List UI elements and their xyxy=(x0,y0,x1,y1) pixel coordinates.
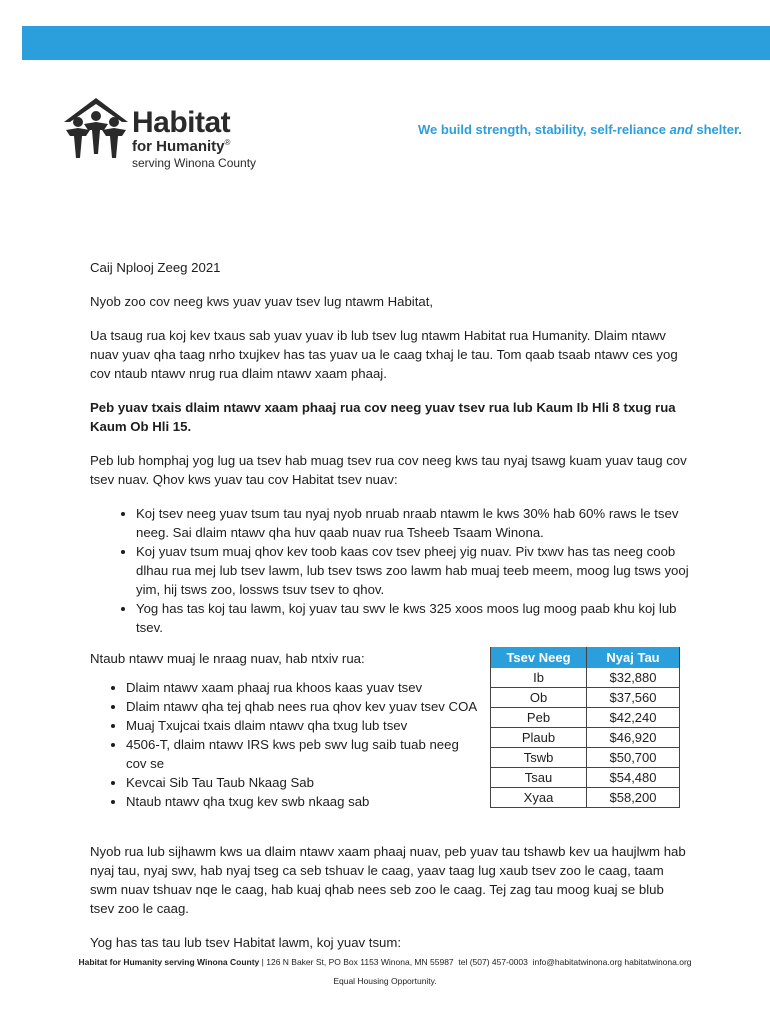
footer-website: habitatwinona.org xyxy=(624,957,692,967)
registered-mark: ® xyxy=(224,138,231,147)
tagline-part-1: We build strength, stability, self-reliance xyxy=(418,122,670,137)
tagline xyxy=(418,122,742,137)
footer-contact-line xyxy=(0,957,770,967)
tagline-part-2: shelter. xyxy=(692,122,742,137)
income-limit-cell: $54,480 xyxy=(587,768,680,788)
household-size-cell: Tswb xyxy=(491,748,587,768)
footer-phone: tel (507) 457-0003 xyxy=(458,957,528,967)
letter-body xyxy=(90,258,690,967)
income-limit-cell: $50,700 xyxy=(587,748,680,768)
list-item: • Ntaub ntawv qha txug kev swb nkaag sab xyxy=(126,792,480,811)
table-row xyxy=(491,688,680,708)
letter-paragraph-requirements: Yog has tas tau lub tsev Habitat lawm, koj yuav tsum: xyxy=(90,935,402,950)
logo-serving-county: serving Winona County xyxy=(132,156,257,170)
column-header-income: Nyaj Tau xyxy=(587,647,680,668)
letter-paragraph-intro: Ua tsaug rua koj kev txaus sab yuav yuav ib lub tsev lug ntawm Habitat rua Humanity. Dlaim ntawv nuav yuav qha taag nrho txujkev has tas yuav ua le caag txhaj le tau. Tom qaab tsaab ntawv ces yog cov ntaub ntawv nrug rua dlaim ntawv xaam phaaj. xyxy=(90,328,678,381)
income-limit-cell: $42,240 xyxy=(587,708,680,728)
letter-paragraph-mission: Peb lub homphaj yog lug ua tsev hab muag tsev rua cov neeg kws tau nyaj tsawg kuam yuav taug cov tsev nuav. Qhov kws yuav tau cov Habitat tsev nuav: xyxy=(90,453,687,487)
income-limit-cell: $32,880 xyxy=(587,668,680,688)
page-footer xyxy=(0,957,770,986)
list-item: • Kevcai Sib Tau Taub Nkaag Sab xyxy=(126,773,480,792)
documents-intro: Ntaub ntawv muaj le nraag nuav, hab ntxiv rua: xyxy=(90,651,365,666)
table-row xyxy=(491,728,680,748)
list-item: • Koj yuav tsum muaj qhov kev toob kaas cov tsev pheej yig nuav. Piv txwv has tas neeg coob dlhau rua mej lub tsev lawm, lub tsev tsws zoo lawm hab muaj teeb meem, moog lug tsws yooj yim, hij tsws zoo, lossws tsuv tsev to qhov. xyxy=(136,542,690,599)
documents-list-container xyxy=(90,649,480,811)
header-color-bar xyxy=(22,26,770,60)
letter-greeting: Nyob zoo cov neeg kws yuav yuav tsev lug ntawm Habitat, xyxy=(90,294,434,309)
table-row xyxy=(491,768,680,788)
footer-email: info@habitatwinona.org xyxy=(532,957,623,967)
habitat-logo xyxy=(62,96,262,178)
documents-section xyxy=(90,649,690,834)
letter-paragraph-review: Nyob rua lub sijhawm kws ua dlaim ntawv xaam phaaj nuav, peb yuav tau tshawb kev ua haujlwm hab nyaj tau, nyaj swv, hab nyaj tseg ca seb tshuav le caag, yaav taag lug xaub tsev zoo le caag, taam swm nuav tshuav nqe le caag, hab kuaj qhab nees seb zoo le caag. Tej zag tau moog kuaj se blub tsev zoo le caag. xyxy=(90,844,686,916)
table-row xyxy=(491,668,680,688)
equal-housing-statement: Equal Housing Opportunity. xyxy=(333,976,437,986)
application-dates-notice: Peb yuav txais dlaim ntawv xaam phaaj rua cov neeg yuav tsev rua lub Kaum Ib Hli 8 txug rua Kaum Ob Hli 15. xyxy=(90,400,676,434)
footer-org-name: Habitat for Humanity serving Winona County xyxy=(78,957,260,967)
logo-for-humanity xyxy=(132,138,230,155)
footer-separator: | xyxy=(261,957,264,967)
column-header-household: Tsev Neeg xyxy=(491,647,587,668)
logo-for-text: for Humanity xyxy=(132,138,225,155)
income-limit-cell: $46,920 xyxy=(587,728,680,748)
income-limit-cell: $58,200 xyxy=(587,788,680,808)
list-item: • Yog has tas koj tau lawm, koj yuav tau swv le kws 325 xoos moos lug moog paab khu koj lub tsev. xyxy=(136,599,690,637)
household-size-cell: Ob xyxy=(491,688,587,708)
list-item: • 4506-T, dlaim ntawv IRS kws peb swv lug saib tuab neeg cov se xyxy=(126,735,480,773)
table-header-row xyxy=(491,647,680,668)
logo-org-name: Habitat xyxy=(132,106,231,139)
table-row xyxy=(491,708,680,728)
documents-list xyxy=(90,678,480,811)
household-size-cell: Peb xyxy=(491,708,587,728)
income-limits-table xyxy=(490,647,680,808)
household-size-cell: Plaub xyxy=(491,728,587,748)
income-limit-cell: $37,560 xyxy=(587,688,680,708)
footer-address: 126 N Baker St, PO Box 1153 Winona, MN 55987 xyxy=(266,957,454,967)
list-item: • Muaj Txujcai txais dlaim ntawv qha txug lub tsev xyxy=(126,716,480,735)
tagline-emphasis: and xyxy=(669,122,693,137)
eligibility-list xyxy=(90,504,690,637)
household-size-cell: Xyaa xyxy=(491,788,587,808)
household-size-cell: Tsau xyxy=(491,768,587,788)
table-row xyxy=(491,748,680,768)
house-people-logo-icon xyxy=(62,96,130,166)
list-item: • Dlaim ntawv qha tej qhab nees rua qhov kev yuav tsev COA xyxy=(126,697,480,716)
letter-date: Caij Nplooj Zeeg 2021 xyxy=(90,260,221,275)
household-size-cell: Ib xyxy=(491,668,587,688)
list-item: • Dlaim ntawv xaam phaaj rua khoos kaas yuav tsev xyxy=(126,678,480,697)
list-item: • Koj tsev neeg yuav tsum tau nyaj nyob nruab nraab ntawm le kws 30% hab 60% raws le tsev neeg. Sai dlaim ntawv qha huv qaab nuav rua Tsheeb Tsaam Winona. xyxy=(136,504,690,542)
table-row xyxy=(491,788,680,808)
